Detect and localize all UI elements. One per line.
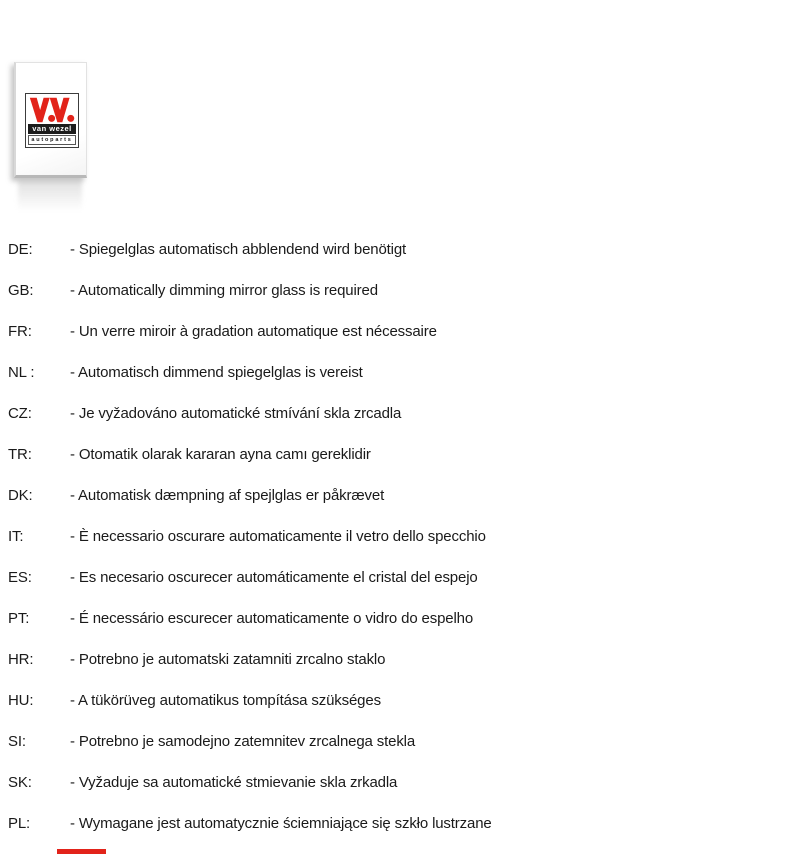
language-code: PT:: [8, 610, 30, 627]
brand-subtitle-label: autoparts: [28, 135, 76, 145]
language-code: ES:: [8, 569, 32, 586]
translation-row: [8, 486, 800, 527]
language-code: NL :: [8, 364, 35, 381]
translation-text: - A tükörüveg automatikus tompítása szükséges: [70, 692, 381, 709]
translation-row: [8, 445, 800, 486]
translation-text: - Es necesario oscurecer automáticamente el cristal del espejo: [70, 569, 478, 586]
translation-text: - Potrebno je automatski zatamniti zrcalno staklo: [70, 651, 386, 668]
language-code: HR:: [8, 651, 34, 668]
translation-text: - È necessario oscurare automaticamente il vetro dello specchio: [70, 528, 486, 545]
translation-text: - Potrebno je samodejno zatemnitev zrcalnega stekla: [70, 733, 416, 750]
logo-card-reflection: [18, 179, 82, 211]
language-code: FR:: [8, 323, 32, 340]
translation-row: [8, 609, 800, 650]
translation-text: - Vyžaduje sa automatické stmievanie skla zrkadla: [70, 774, 398, 791]
van-wezel-logo: [25, 93, 79, 148]
translation-row: [8, 240, 800, 281]
language-code: GB:: [8, 282, 34, 299]
translation-text: - Automatically dimming mirror glass is required: [70, 282, 378, 299]
brand-name-label: van wezel: [28, 124, 76, 134]
translation-text: - Otomatik olarak kararan ayna camı gereklidir: [70, 446, 371, 463]
language-code: SK:: [8, 774, 32, 791]
translation-row: [8, 404, 800, 445]
translation-row: [8, 814, 800, 854]
language-code: HU:: [8, 692, 34, 709]
translation-text: - Automatisk dæmpning af spejlglas er påkrævet: [70, 487, 385, 504]
translation-row: [8, 568, 800, 609]
language-code: PL:: [8, 815, 31, 832]
language-code: SI:: [8, 733, 26, 750]
language-code: TR:: [8, 446, 32, 463]
translation-text: - Un verre miroir à gradation automatique est nécessaire: [70, 323, 437, 340]
translation-row: [8, 691, 800, 732]
language-code: DK:: [8, 487, 33, 504]
translation-text: - Automatisch dimmend spiegelglas is vereist: [70, 364, 363, 381]
language-code: DE:: [8, 241, 33, 258]
van-wezel-logo-card: [14, 62, 87, 178]
translation-text: - Wymagane jest automatycznie ściemniające się szkło lustrzane: [70, 815, 492, 832]
translation-row: [8, 281, 800, 322]
translation-text: - É necessário escurecer automaticamente o vidro do espelho: [70, 610, 474, 627]
translation-row: [8, 650, 800, 691]
translation-text: - Je vyžadováno automatické stmívání skla zrcadla: [70, 405, 402, 422]
translation-row: [8, 527, 800, 568]
translation-row: [8, 732, 800, 773]
language-code: IT:: [8, 528, 24, 545]
language-code: CZ:: [8, 405, 32, 422]
translation-row: [8, 363, 800, 404]
translation-row: [8, 322, 800, 363]
translation-row: [8, 773, 800, 814]
cropped-red-bar: [57, 849, 106, 854]
translation-list: [8, 240, 800, 854]
van-wezel-monogram-icon: [29, 97, 75, 123]
translation-text: - Spiegelglas automatisch abblendend wird benötigt: [70, 241, 407, 258]
